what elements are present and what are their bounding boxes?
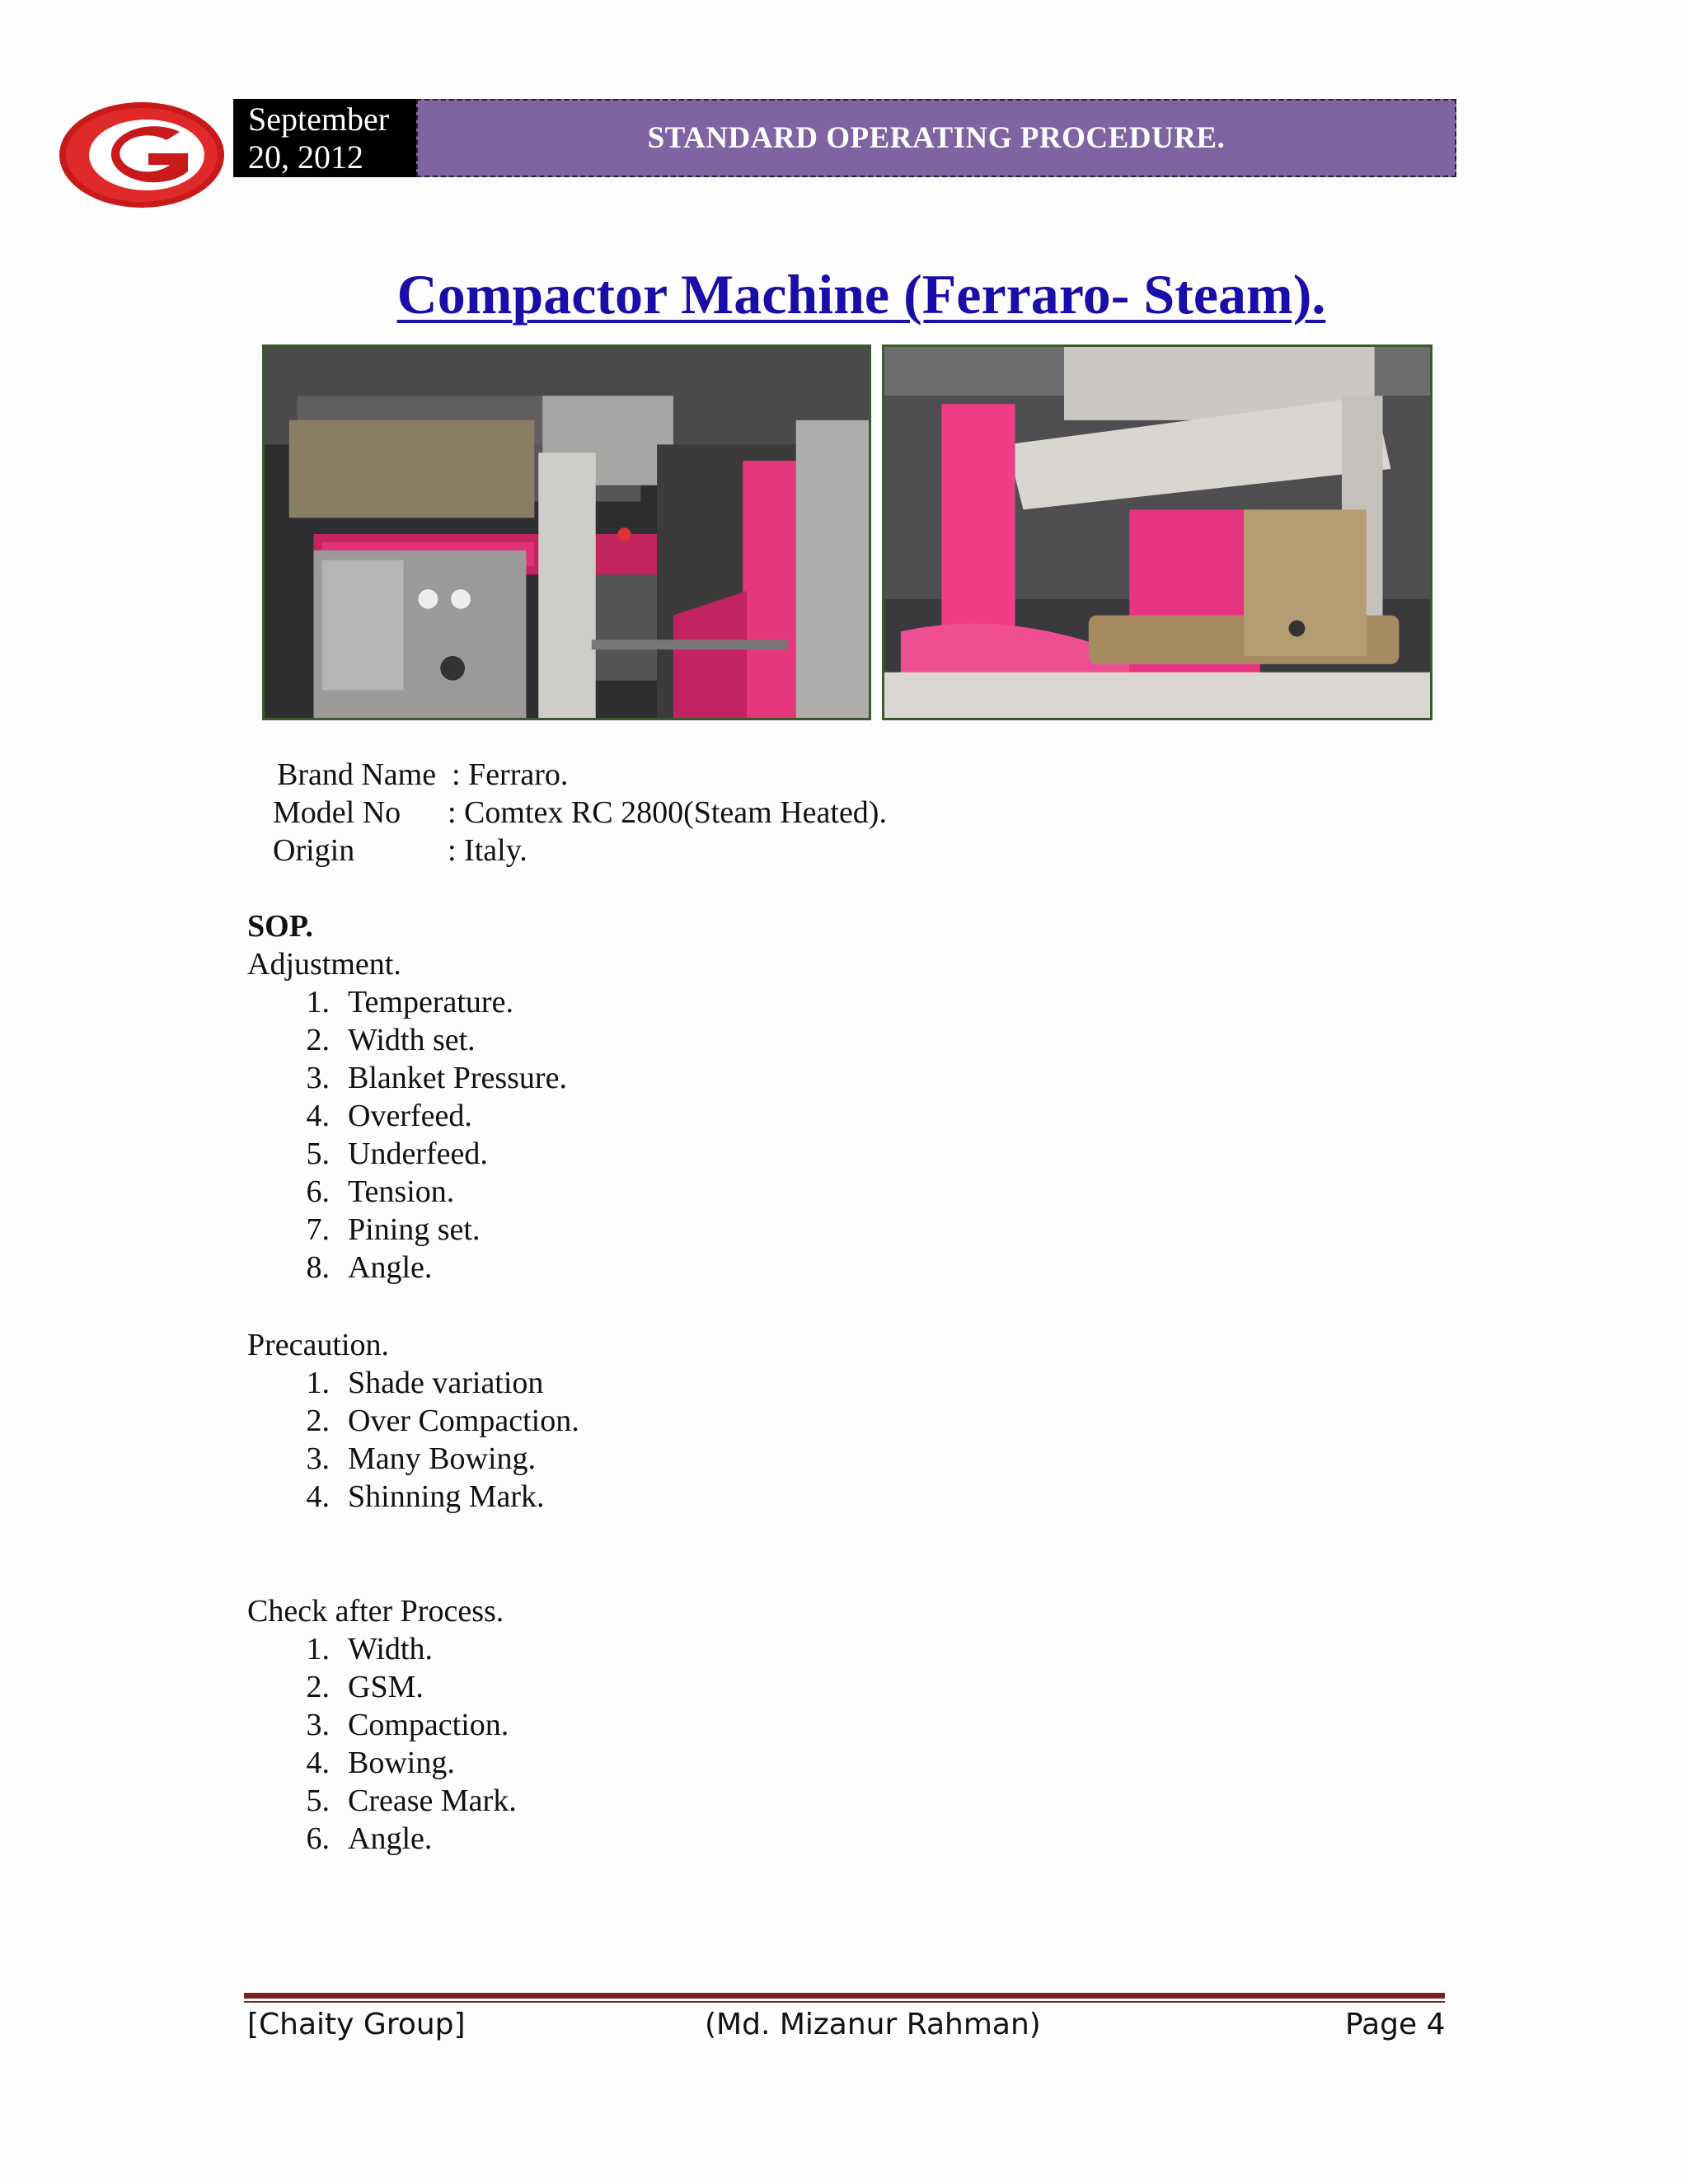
footer-page-number: Page 4: [1345, 2008, 1446, 2041]
date-line-2: 20, 2012: [248, 138, 363, 176]
footer-author: (Md. Mizanur Rahman): [705, 2008, 1041, 2041]
spec-brand-label: Brand Name: [277, 757, 437, 792]
spec-model-row: [273, 794, 887, 832]
footer-divider: [244, 1993, 1445, 1999]
spec-model-label: Model No: [273, 795, 401, 830]
date-line-1: September: [248, 101, 390, 138]
precaution-label: Precaution.: [247, 1328, 390, 1362]
header-title: STANDARD OPERATING PROCEDURE.: [647, 121, 1226, 155]
sop-heading: SOP.: [247, 909, 313, 944]
spec-brand-value: : Ferraro.: [452, 757, 569, 792]
spec-origin-value: : Italy.: [448, 833, 528, 868]
spec-brand-row: [277, 756, 569, 794]
document-date: [233, 99, 417, 177]
header-title-band: [416, 99, 1456, 177]
spec-origin-row: [273, 832, 528, 869]
chaity-group-logo-icon: [56, 99, 227, 211]
page-title: Compactor Machine (Ferraro- Steam).: [396, 263, 1326, 326]
adjustment-label: Adjustment.: [247, 947, 401, 982]
compactor-machine-photo-side-icon: [882, 344, 1432, 720]
compactor-machine-photo-front-icon: [262, 344, 871, 720]
spec-origin-label: Origin: [273, 833, 355, 868]
footer-company: [Chaity Group]: [247, 2008, 466, 2041]
footer-divider-thin: [244, 2001, 1445, 2003]
spec-model-value: : Comtex RC 2800(Steam Heated).: [448, 795, 887, 830]
check-after-process-label: Check after Process.: [247, 1594, 504, 1629]
